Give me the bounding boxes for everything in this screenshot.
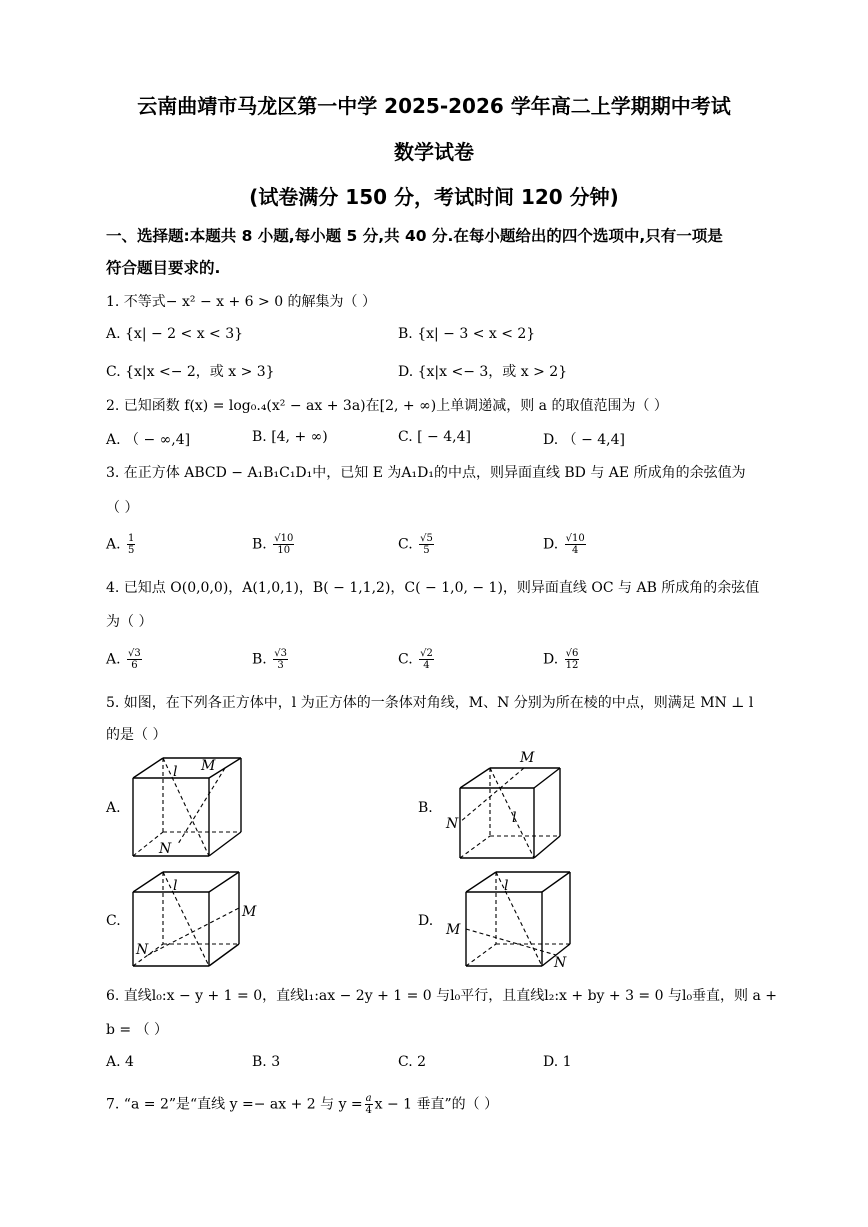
question-6-option-c: C. 2 bbox=[398, 1054, 427, 1070]
question-2-option-d: D. （ − 4,4] bbox=[543, 432, 625, 448]
question-6-stem-cont: b = （ ） bbox=[106, 1022, 169, 1038]
question-5-stem: 5. 如图，在下列各正方体中，l 为正方体的一条体对角线，M、N 分别为所在棱的中点，则满足 MN ⊥ l bbox=[106, 695, 754, 711]
page-title: 云南曲靖市马龙区第一中学 2025-2026 学年高二上学期期中考试 bbox=[137, 94, 731, 118]
svg-text:M: M bbox=[520, 750, 535, 766]
question-7-stem: 7. “a = 2”是“直线 y =− ax + 2 与 y = $\frac{a}{4}$ x − 1 垂直”的（ ） bbox=[106, 1093, 499, 1116]
page-subtitle: 数学试卷 bbox=[394, 140, 474, 164]
question-2-stem: 2. 已知函数 f(x) = log₀.₄(x² − ax + 3a)在[2, + ∞)上单调递减，则 a 的取值范围为（ ） bbox=[106, 398, 668, 414]
exam-note: (试卷满分 150 分，考试时间 120 分钟) bbox=[249, 185, 619, 209]
svg-text:l: l bbox=[173, 878, 178, 894]
svg-text:l: l bbox=[173, 764, 178, 780]
question-6-stem: 6. 直线l₀:x − y + 1 = 0，直线l₁:ax − 2y + 1 = 0 与l₀平行，且直线l₂:x + by + 3 = 0 与l₀垂直，则 a + bbox=[106, 988, 778, 1004]
question-1-option-a: A. {x| − 2 < x < 3} bbox=[106, 326, 244, 342]
question-3-option-d: D. $\frac{√10}{4}$ bbox=[543, 533, 585, 556]
question-5-stem-cont: 的是（ ） bbox=[106, 727, 167, 743]
question-6-option-b: B. 3 bbox=[252, 1054, 281, 1070]
section-heading: 一、选择题:本题共 8 小题,每小题 5 分,共 40 分.在每小题给出的四个选项中,只有一项是 bbox=[106, 227, 723, 245]
question-5-option-c: C. bbox=[106, 913, 121, 929]
svg-text:N: N bbox=[159, 841, 172, 857]
question-2-option-c: C. [ − 4,4] bbox=[398, 429, 471, 445]
cube-figure-c bbox=[125, 866, 265, 970]
question-2-option-a: A. （ − ∞,4] bbox=[106, 432, 191, 448]
question-2-option-b: B. [4, + ∞) bbox=[252, 429, 328, 445]
question-1-option-c: C. {x|x <− 2，或 x > 3} bbox=[106, 364, 275, 380]
question-4-option-d: D. $\frac{√6}{12}$ bbox=[543, 648, 579, 671]
svg-text:N: N bbox=[446, 816, 459, 832]
question-3-stem-cont: （ ） bbox=[106, 500, 139, 516]
svg-text:N: N bbox=[554, 955, 567, 971]
question-3-option-c: C. $\frac{√5}{5}$ bbox=[398, 533, 433, 556]
svg-text:M: M bbox=[446, 922, 461, 938]
question-1-option-d: D. {x|x <− 3，或 x > 2} bbox=[398, 364, 568, 380]
question-5-option-a: A. bbox=[106, 800, 121, 816]
question-5-option-d: D. bbox=[418, 913, 434, 929]
question-1-option-b: B. {x| − 3 < x < 2} bbox=[398, 326, 536, 342]
question-4-option-a: A. $\frac{√3}{6}$ bbox=[106, 648, 141, 671]
svg-text:M: M bbox=[242, 904, 257, 920]
question-4-stem-cont: 为（ ） bbox=[106, 614, 153, 630]
svg-text:N: N bbox=[136, 942, 149, 958]
svg-text:l: l bbox=[504, 878, 509, 894]
section-heading-cont: 符合题目要求的. bbox=[106, 259, 221, 277]
question-3-option-b: B. $\frac{√10}{10}$ bbox=[252, 533, 294, 556]
question-4-stem: 4. 已知点 O(0,0,0)，A(1,0,1)，B( − 1,1,2)，C( − 1,0, − 1)，则异面直线 OC 与 AB 所成角的余弦值 bbox=[106, 580, 760, 596]
cube-figure-a bbox=[125, 752, 255, 862]
svg-text:M: M bbox=[201, 758, 216, 774]
question-5-option-b: B. bbox=[418, 800, 433, 816]
question-4-option-c: C. $\frac{√2}{4}$ bbox=[398, 648, 433, 671]
question-3-option-a: A. $\frac{1}{5}$ bbox=[106, 533, 135, 556]
question-4-option-b: B. $\frac{√3}{3}$ bbox=[252, 648, 287, 671]
svg-text:l: l bbox=[512, 810, 517, 826]
question-3-stem: 3. 在正方体 ABCD − A₁B₁C₁D₁中，已知 E 为A₁D₁的中点，则异面直线 BD 与 AE 所成角的余弦值为 bbox=[106, 465, 746, 481]
question-6-option-d: D. 1 bbox=[543, 1054, 572, 1070]
cube-figure-d bbox=[442, 866, 582, 970]
cube-figure-b bbox=[442, 750, 572, 862]
question-6-option-a: A. 4 bbox=[106, 1054, 134, 1070]
question-1-stem: 1. 不等式− x² − x + 6 > 0 的解集为（ ） bbox=[106, 294, 376, 310]
